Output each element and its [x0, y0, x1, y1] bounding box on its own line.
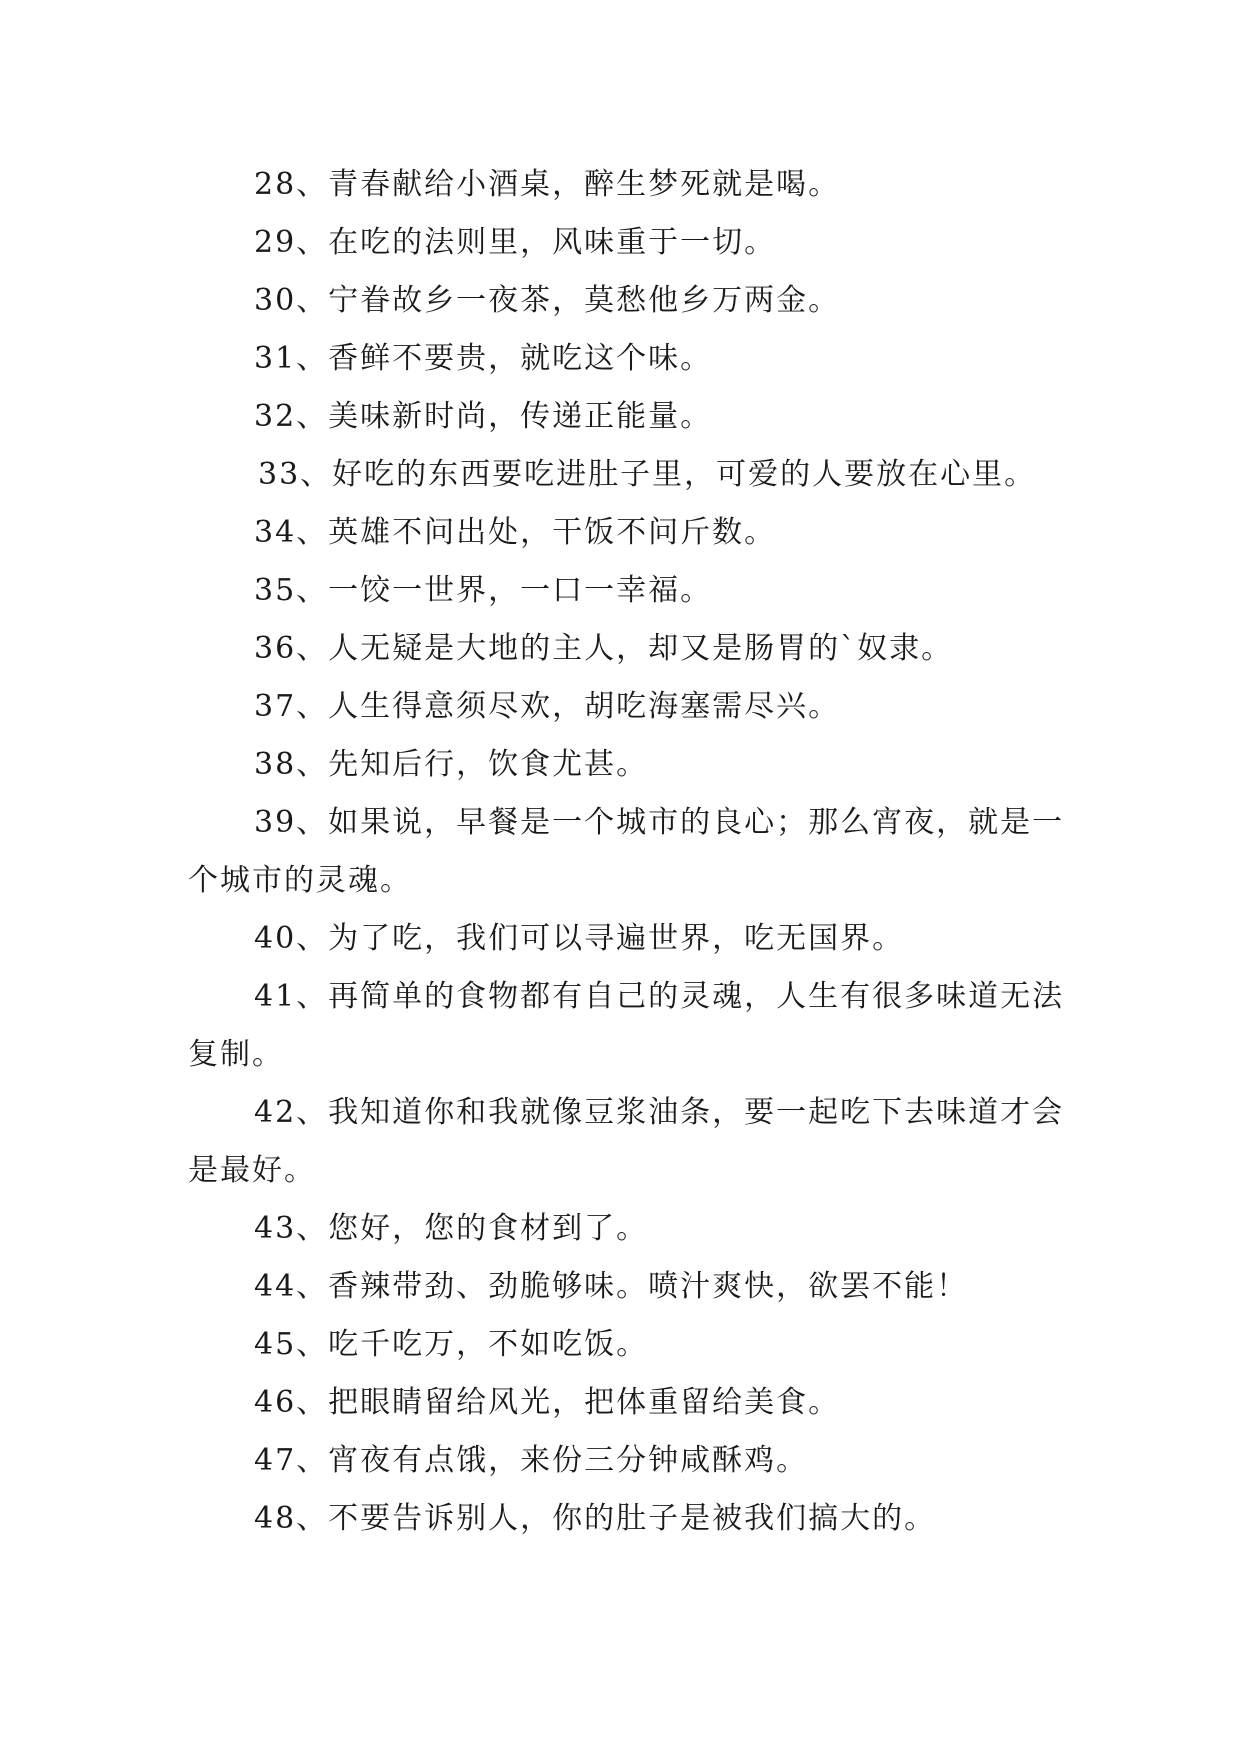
- list-item: 39、如果说，早餐是一个城市的良心；那么宵夜，就是一个城市的灵魂。: [188, 805, 1065, 898]
- list-item: 37、人生得意须尽欢，胡吃海塞需尽兴。: [254, 689, 841, 724]
- list-item: 42、我知道你和我就像豆浆油条，要一起吃下去味道才会是最好。: [188, 1095, 1065, 1188]
- list-item: 44、香辣带劲、劲脆够味。喷汁爽快，欲罢不能！: [254, 1269, 969, 1304]
- list-item: 33、好吃的东西要吃进肚子里，可爱的人要放在心里。: [258, 457, 1037, 492]
- list-item: 48、不要告诉别人，你的肚子是被我们搞大的。: [254, 1501, 937, 1536]
- list-item: 36、人无疑是大地的主人，却又是肠胃的`奴隶。: [254, 631, 954, 666]
- list-item: 30、宁眷故乡一夜茶，莫愁他乡万两金。: [254, 283, 841, 318]
- list-item: 32、美味新时尚，传递正能量。: [254, 399, 713, 434]
- list-item: 47、宵夜有点饿，来份三分钟咸酥鸡。: [254, 1443, 809, 1478]
- document-body: [188, 156, 1068, 1548]
- list-item: 34、英雄不问出处，干饭不问斤数。: [254, 515, 777, 550]
- list-item: 31、香鲜不要贵，就吃这个味。: [254, 341, 713, 376]
- list-item: 35、一饺一世界，一口一幸福。: [254, 573, 713, 608]
- list-item: 41、再简单的食物都有自己的灵魂，人生有很多味道无法复制。: [188, 979, 1065, 1072]
- list-item: 45、吃千吃万，不如吃饭。: [254, 1327, 649, 1362]
- list-item: 46、把眼睛留给风光，把体重留给美食。: [254, 1385, 841, 1420]
- list-item: 38、先知后行，饮食尤甚。: [254, 747, 649, 782]
- list-item: 29、在吃的法则里，风味重于一切。: [254, 225, 777, 260]
- list-item: 28、青春献给小酒桌，醉生梦死就是喝。: [254, 167, 841, 202]
- list-item: 40、为了吃，我们可以寻遍世界，吃无国界。: [254, 921, 905, 956]
- list-item: 43、您好，您的食材到了。: [254, 1211, 649, 1246]
